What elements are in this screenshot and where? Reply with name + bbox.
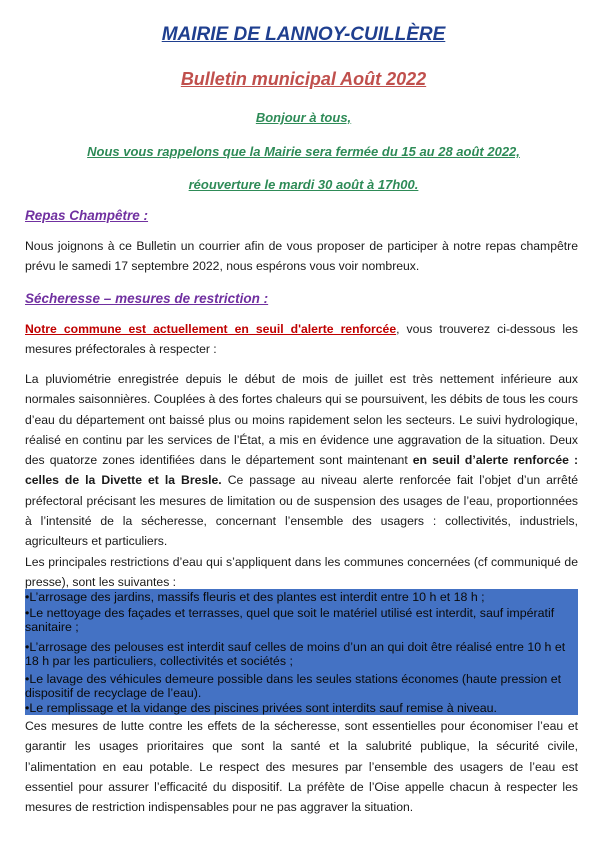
bulletin-subtitle: Bulletin municipal Août 2022 bbox=[180, 69, 427, 89]
closure-notice: Nous vous rappelons que la Mairie sera fermée du 15 au 28 août 2022, bbox=[87, 144, 520, 159]
alert-followup-text: , vous trouverez ci-dessous les mesures préfectorales à respecter : bbox=[25, 322, 579, 357]
situation-paragraph bbox=[25, 369, 578, 552]
section-heading-secheresse: Sécheresse – mesures de restriction : bbox=[25, 291, 269, 306]
restriction-item: •Le remplissage et la vidange des piscines privées sont interdits sauf remise à niveau. bbox=[25, 701, 497, 715]
restriction-item: •L’arrosage des pelouses est interdit sauf celles de moins d’un an qui doit être réalisé entre 10 h et 18 h par les particuliers, collectivités et sociétés ; bbox=[25, 640, 566, 668]
greeting-line: Bonjour à tous, bbox=[255, 110, 352, 125]
alert-paragraph bbox=[25, 319, 578, 360]
restriction-item: •L’arrosage des jardins, massifs fleuris et des plantes est interdit entre 10 h et 18 h ; bbox=[25, 590, 485, 604]
alert-level-text: Notre commune est actuellement en seuil d'alerte renforcée bbox=[25, 322, 397, 336]
section-heading-repas: Repas Champêtre : bbox=[25, 208, 149, 223]
restriction-item: •Le lavage des véhicules demeure possible dans les seules stations économes (haute pression et dispositif de recyclage de l’eau). bbox=[25, 672, 562, 700]
situation-text-b: Ce passage au niveau alerte renforcée fait l’objet d’un arrêté préfectoral précisant les mesures de limitation ou de suspension des usages de l’eau, proportionnées à l’intensité de la sécheresse, concernant l’ensemble des usagers : collectivités, industriels, agriculteurs et particuliers. bbox=[25, 473, 578, 549]
situation-text-bold: en seuil d’alerte renforcée : celles de la Divette et la Bresle. bbox=[25, 453, 579, 488]
situation-text-a: La pluviométrie enregistrée depuis le début de mois de juillet est très nettement inférieure aux normales saisonnières. Couplées à des fortes chaleurs qui se poursuivent, les débits de tous les cours d’eau du département ont baissé plus ou moins rapidement selon les secteurs. Le suivi hydrologique, réalisé en continu par les services de l’État, a mis en évidence une aggravation de la situation. Deux des quatorze zones identifiées dans le département sont maintenant bbox=[25, 372, 578, 468]
conclusion-paragraph: Ces mesures de lutte contre les effets de la sécheresse, sont essentielles pour économiser l’eau et garantir les usages prioritaires que sont la santé et la salubrité publique, la sécurité civile, l’alimentation en eau potable. Le respect des mesures par l’ensemble des usagers de l’eau est essentiel pour assurer l’efficacité du dispositif. La préfète de l’Oise appelle chacun à respecter les mesures de restriction indispensables pour ne pas aggraver la situation. bbox=[25, 719, 578, 815]
page-title: MAIRIE DE LANNOY-CUILLÈRE bbox=[161, 24, 446, 45]
repas-paragraph: Nous joignons à ce Bulletin un courrier afin de vous proposer de participer à notre repas champêtre prévu le samedi 17 septembre 2022, nous espérons vous voir nombreux. bbox=[25, 239, 578, 274]
restriction-item: •Le nettoyage des façades et terrasses, quel que soit le matériel utilisé est interdit, sauf impératif sanitaire ; bbox=[25, 606, 555, 634]
restrictions-intro: Les principales restrictions d’eau qui s’appliquent dans les communes concernées (cf communiqué de presse), sont les suivantes : bbox=[25, 555, 578, 590]
reopening-notice: réouverture le mardi 30 août à 17h00. bbox=[188, 177, 419, 192]
